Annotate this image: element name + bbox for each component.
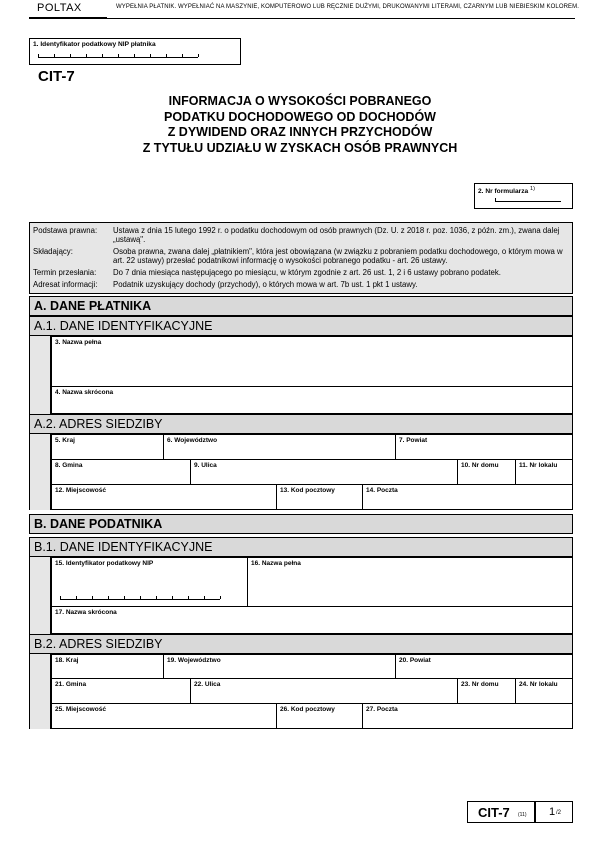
info-key-recipient: Adresat informacji: <box>33 280 98 289</box>
comb-tick <box>220 596 221 599</box>
nip-dash-guide <box>60 595 220 600</box>
field-label: 11. Nr lokalu <box>519 462 558 469</box>
taxpayer-street-field[interactable] <box>190 678 458 704</box>
form-code: CIT-7 <box>38 68 75 85</box>
footer-total: /2 <box>556 810 562 816</box>
payer-postal-code-field[interactable] <box>276 484 363 510</box>
comb-tick <box>54 54 55 57</box>
comb-tick <box>188 596 189 599</box>
field-label: 19. Województwo <box>167 657 221 664</box>
comb-tick <box>102 54 103 57</box>
field-label: 16. Nazwa pełna <box>251 560 301 567</box>
legal-info-block <box>29 222 573 294</box>
comb-tick <box>38 54 39 57</box>
field-label: 14. Poczta <box>366 487 398 494</box>
field-label: 27. Poczta <box>366 706 398 713</box>
payer-house-number-field[interactable] <box>457 459 516 485</box>
comb-tick <box>495 198 496 201</box>
field-label: 17. Nazwa skrócona <box>55 609 117 616</box>
taxpayer-country-field[interactable] <box>51 654 164 679</box>
section-a1-margin <box>29 336 51 414</box>
field-label: 23. Nr domu <box>461 681 499 688</box>
field-label: 21. Gmina <box>55 681 87 688</box>
comb-tick <box>166 54 167 57</box>
payer-city-field[interactable] <box>51 484 277 510</box>
payer-country-field[interactable] <box>51 434 164 460</box>
title-line-3: Z DYWIDEND ORAZ INNYCH PRZYCHODÓW <box>167 125 433 139</box>
payer-nip-label: 1. Identyfikator podatkowy NIP płatnika <box>33 41 156 48</box>
comb-tick <box>134 54 135 57</box>
title-line-2: PODATKU DOCHODOWEGO OD DOCHODÓW <box>164 109 436 124</box>
field-label: 25. Miejscowość <box>55 706 106 713</box>
field-label: 10. Nr domu <box>461 462 499 469</box>
info-key-basis: Podstawa prawna: <box>33 226 98 235</box>
taxpayer-nip-field[interactable] <box>51 557 248 607</box>
payer-nip-box[interactable] <box>29 38 241 65</box>
comb-tick <box>92 596 93 599</box>
info-value-basis: Ustawa z dnia 15 lutego 1992 r. o podatku dochodowym od osób prawnych (Dz. U. z 2018 r. poz. 1036, z późn. zm.), zwana dalej „ustawą". <box>113 226 560 244</box>
payer-county-field[interactable] <box>395 434 573 460</box>
taxpayer-post-office-field[interactable] <box>362 703 573 729</box>
info-key-deadline: Termin przesłania: <box>33 268 97 277</box>
fill-instruction: WYPEŁNIA PŁATNIK. WYPEŁNIAĆ NA MASZYNIE, KOMPUTEROWO LUB RĘCZNIE DUŻYMI, DRUKOWANYMI LITERAMI, CZARNYM LUB NIEBIESKIM KOLOREM. <box>116 4 579 10</box>
payer-street-field[interactable] <box>190 459 458 485</box>
section-b1-header: B.1. DANE IDENTYFIKACYJNE <box>29 537 573 557</box>
section-b-header: B. DANE PODATNIKA <box>29 514 573 534</box>
payer-full-name-field[interactable] <box>51 336 573 387</box>
comb-tick <box>182 54 183 57</box>
title-line-4: Z TYTUŁU UDZIAŁU W ZYSKACH OSÓB PRAWNYCH <box>142 140 458 155</box>
field-label: 3. Nazwa pełna <box>55 339 102 346</box>
footer-form-code <box>467 801 535 823</box>
comb-tick <box>140 596 141 599</box>
taxpayer-apartment-number-field[interactable] <box>515 678 573 704</box>
comb-tick <box>108 596 109 599</box>
form-title <box>70 94 530 156</box>
field-label: 22. Ulica <box>194 681 221 688</box>
field-label: 8. Gmina <box>55 462 83 469</box>
info-value-recipient: Podatnik uzyskujący dochody (przychody), o których mowa w art. 7b ust. 1 pkt 1 ustawy. <box>113 280 418 289</box>
section-b1-margin <box>29 557 51 634</box>
nip-dash-guide <box>38 53 198 58</box>
field-label: 6. Województwo <box>167 437 218 444</box>
info-value-deadline: Do 7 dnia miesiąca następującego po miesiącu, w którym zgodnie z art. 26 ust. 1, 2 i 6 ustawy pobrano podatek. <box>113 268 501 277</box>
form-number-dash <box>495 197 561 202</box>
comb-tick <box>76 596 77 599</box>
comb-tick <box>60 596 61 599</box>
taxpayer-short-name-field[interactable] <box>51 606 573 634</box>
taxpayer-house-number-field[interactable] <box>457 678 516 704</box>
taxpayer-voivodeship-field[interactable] <box>163 654 396 679</box>
payer-post-office-field[interactable] <box>362 484 573 510</box>
footer-page: 1 <box>549 806 556 818</box>
taxpayer-postal-code-field[interactable] <box>276 703 363 729</box>
section-a2-header: A.2. ADRES SIEDZIBY <box>29 414 573 434</box>
info-value-submitter: Osoba prawna, zwana dalej „płatnikiem", która jest obowiązana (w związku z pobraniem podatku dochodowego, o którym mowa w art. 22 ustawy) przesłać podatnikowi informację o wysokości pobranego podatku - art. 26 ustawy. <box>113 247 563 265</box>
field-label: 5. Kraj <box>55 437 75 444</box>
payer-municipality-field[interactable] <box>51 459 191 485</box>
comb-tick <box>86 54 87 57</box>
comb-tick <box>172 596 173 599</box>
form-number-label: 2. Nr formularza $^{1)}$ <box>478 186 535 196</box>
taxpayer-city-field[interactable] <box>51 703 277 729</box>
field-label: 4. Nazwa skrócona <box>55 389 114 396</box>
brand-label: POLTAX <box>29 2 107 18</box>
payer-apartment-number-field[interactable] <box>515 459 573 485</box>
taxpayer-county-field[interactable] <box>395 654 573 679</box>
section-b2-header: B.2. ADRES SIEDZIBY <box>29 634 573 654</box>
field-label: 18. Kraj <box>55 657 79 664</box>
field-label: 26. Kod pocztowy <box>280 706 335 713</box>
field-label: 7. Powiat <box>399 437 428 444</box>
comb-tick <box>118 54 119 57</box>
taxpayer-full-name-field[interactable] <box>247 557 573 607</box>
field-label: 15. Identyfikator podatkowy NIP <box>55 560 154 567</box>
section-b2-margin <box>29 654 51 729</box>
info-key-submitter: Składający: <box>33 247 73 256</box>
footer-code: CIT-7 <box>478 805 510 820</box>
field-label: 20. Powiat <box>399 657 431 664</box>
form-number-box[interactable] <box>474 183 573 209</box>
field-label: 24. Nr lokalu <box>519 681 558 688</box>
field-label: 13. Kod pocztowy <box>280 487 335 494</box>
payer-voivodeship-field[interactable] <box>163 434 396 460</box>
title-line-1: INFORMACJA O WYSOKOŚCI POBRANEGO <box>168 94 432 108</box>
comb-tick <box>124 596 125 599</box>
field-label: 12. Miejscowość <box>55 487 106 494</box>
payer-short-name-field[interactable] <box>51 386 573 414</box>
footer-version: (11) <box>518 812 527 818</box>
section-a1-header: A.1. DANE IDENTYFIKACYJNE <box>29 316 573 336</box>
section-a2-margin <box>29 434 51 510</box>
comb-tick <box>198 54 199 57</box>
field-label: 9. Ulica <box>194 462 217 469</box>
comb-tick <box>150 54 151 57</box>
footer-page-number <box>535 801 573 823</box>
comb-tick <box>70 54 71 57</box>
header-divider <box>29 18 575 19</box>
comb-tick <box>204 596 205 599</box>
taxpayer-municipality-field[interactable] <box>51 678 191 704</box>
section-a-header: A. DANE PŁATNIKA <box>29 296 573 316</box>
comb-tick <box>156 596 157 599</box>
